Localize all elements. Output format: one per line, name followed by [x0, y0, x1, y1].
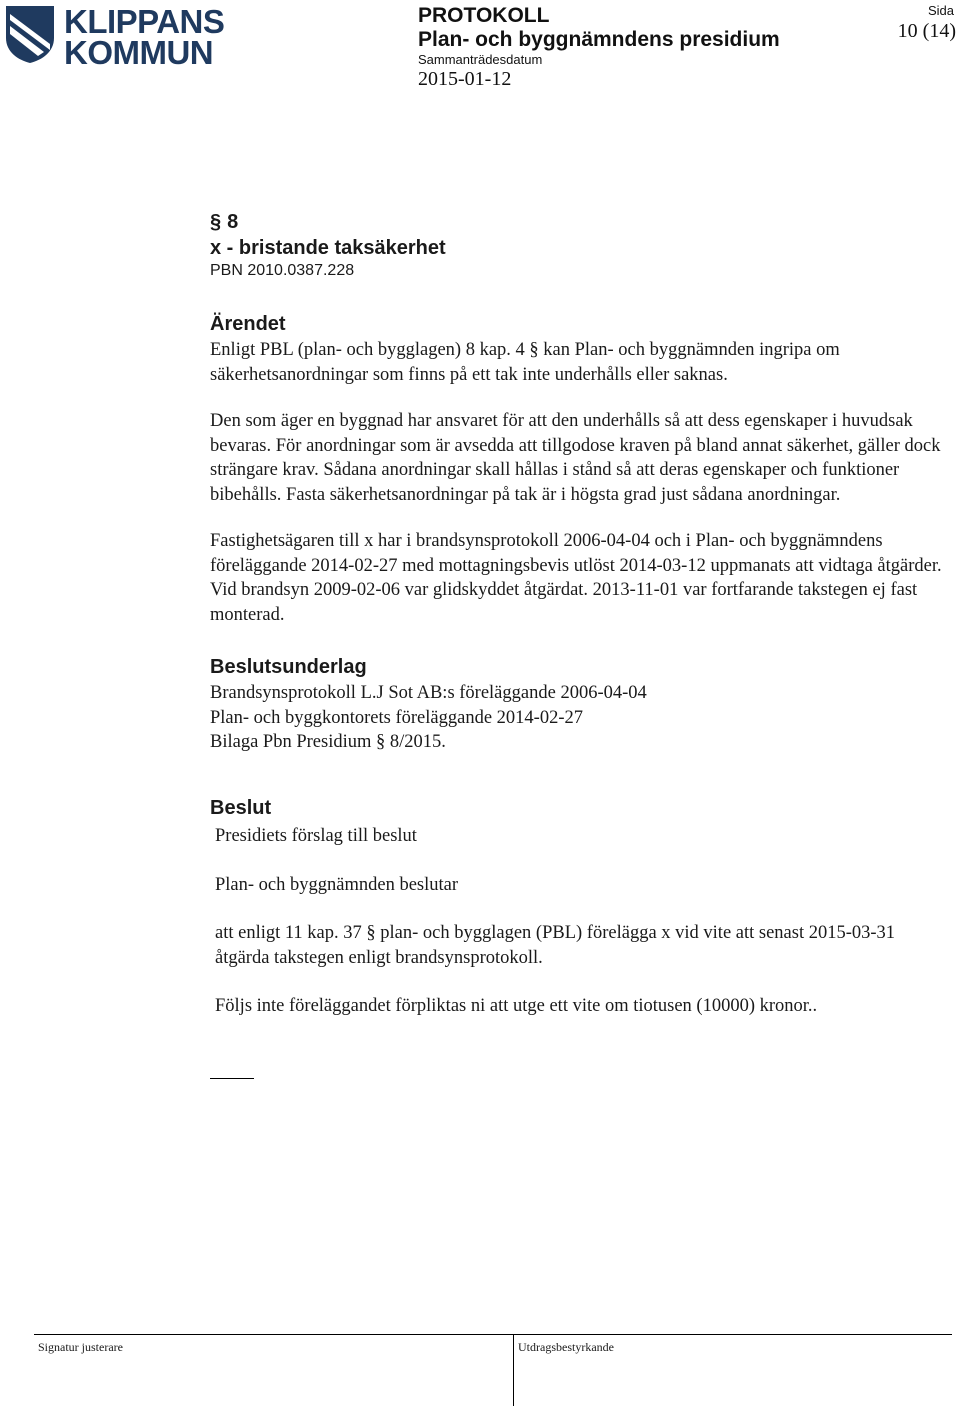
item-title: x - bristande taksäkerhet: [210, 237, 446, 259]
page-number: 10 (14): [897, 20, 956, 42]
footer-line: [34, 1334, 952, 1335]
heading-arendet: Ärendet: [210, 313, 286, 335]
document-type: PROTOKOLL: [418, 4, 550, 27]
extract-certification-label: Utdragsbestyrkande: [518, 1340, 614, 1354]
penalty-text: Följs inte föreläggandet förpliktas ni att utge ett vite om tiotusen (10000) kronor..: [215, 996, 818, 1016]
meeting-date-label: Sammanträdesdatum: [418, 52, 543, 67]
presidium-proposal: Presidiets förslag till beslut: [215, 826, 417, 846]
section-symbol-icon: §: [210, 211, 222, 233]
case-number: PBN 2010.0387.228: [210, 262, 355, 279]
decision-section: [210, 794, 955, 1019]
heading-beslutsunderlag: Beslutsunderlag: [210, 656, 367, 678]
underlag-item: Bilaga Pbn Presidium § 8/2015.: [210, 732, 446, 752]
footer-divider: [513, 1334, 514, 1406]
underlag-item: Brandsynsprotokoll L.J Sot AB:s föreläggande 2006-04-04: [210, 683, 647, 703]
decision-text: att enligt 11 kap. 37 § plan- och bygglagen (PBL) förelägga x vid vite att senast 2015-03-31 åtgärda takstegen enligt brandsynsprotokoll.: [215, 923, 896, 968]
separator-line: [210, 1078, 254, 1079]
item-number: [210, 208, 950, 236]
arendet-paragraph-2: Den som äger en byggnad har ansvaret för att den underhålls så att dess egenskaper i huvudsak bevaras. För anordningar som är avsedda att tillgodose kraven på bland annat säkerhet, gäller dock strängare krav. Sådana anordningar skall hållas i stånd så att deras egenskaper och funktioner bibehålls. Fasta säkerhetsanordningar på tak är i högsta grad just sådana anordningar.: [210, 411, 941, 505]
logo-line-1: KLIPPANS: [64, 3, 225, 40]
board-decides: Plan- och byggnämnden beslutar: [215, 874, 459, 895]
arendet-paragraph-1: Enligt PBL (plan- och bygglagen) 8 kap. 4 § kan Plan- och byggnämnden ingripa om säkerhetsanordningar som finns på ett tak inte underhålls eller saknas.: [210, 340, 840, 385]
signature-adjuster-label: Signatur justerare: [38, 1340, 123, 1354]
protocol-body: [210, 208, 950, 755]
item-number-value: 8: [227, 211, 239, 233]
meeting-date: 2015-01-12: [418, 68, 512, 90]
underlag-item: Plan- och byggkontorets föreläggande 2014-02-27: [210, 707, 583, 728]
arendet-paragraph-3: Fastighetsägaren till x har i brandsynsprotokoll 2006-04-04 och i Plan- och byggnämndens föreläggande 2014-02-27 med mottagningsbevis utlöst 2014-03-12 uppmanats att vidtaga åtgärder. Vid brandsyn 2009-02-06 var glidskyddet åtgärdat. 2013-11-01 var fortfarande takstegen ej fast monterad.: [210, 531, 942, 625]
heading-beslut: Beslut: [210, 797, 272, 819]
municipality-logo: [4, 3, 225, 71]
page-label: Sida: [927, 3, 954, 18]
coat-of-arms-icon: [4, 4, 56, 64]
logo-line-2: KOMMUN: [64, 34, 214, 71]
board-name: Plan- och byggnämndens presidium: [418, 28, 780, 51]
